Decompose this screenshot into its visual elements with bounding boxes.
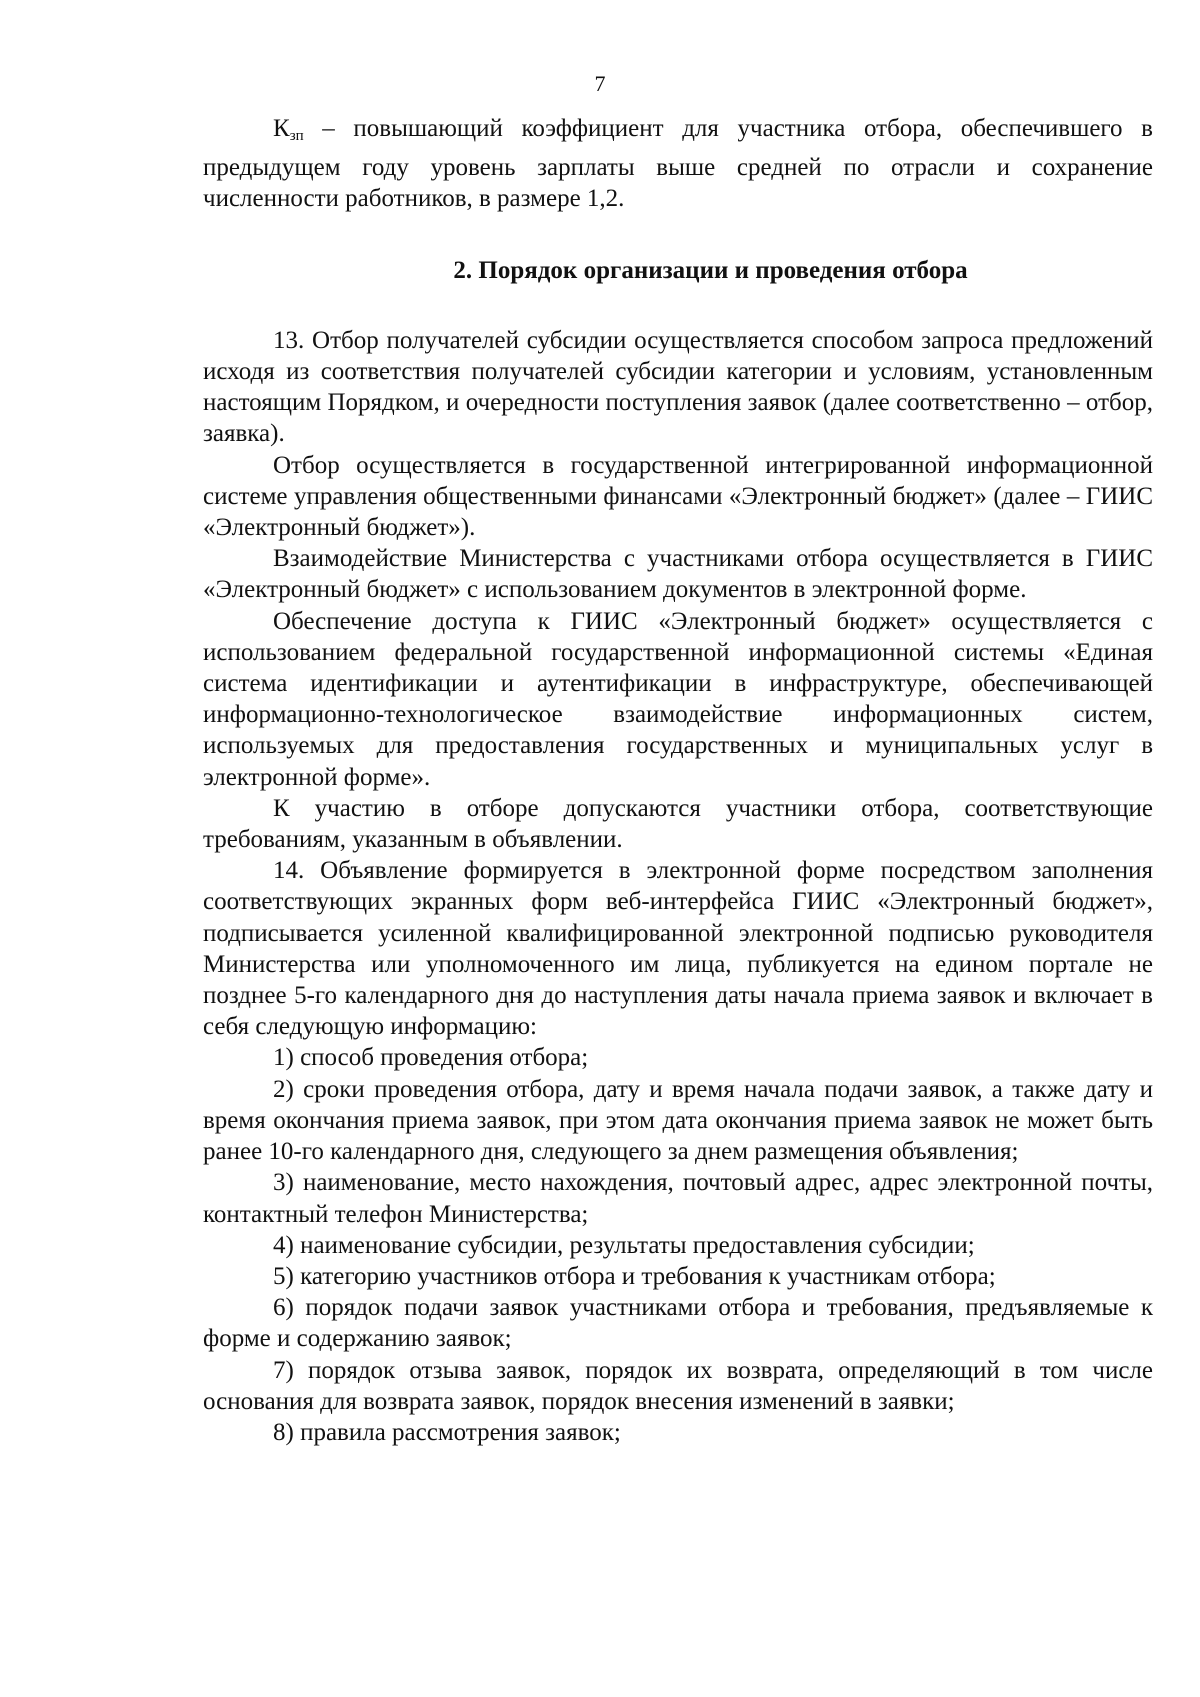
paragraph-13: 13. Отбор получателей субсидии осуществляется способом запроса предложений исходя из соответствия получателей субсидии категории и условиям, установленным настоящим Порядком, и очередности поступления заявок (далее соответственно – отбор, заявка).	[203, 326, 1153, 448]
list-item-4: 4) наименование субсидии, результаты предоставления субсидии;	[273, 1231, 975, 1259]
coefficient-definition: – повышающий коэффициент для участника отбора, обеспечившего в предыдущем году уровень зарплаты выше средней по отрасли и сохранение численности работников, в размере 1,2.	[203, 115, 1153, 213]
paragraph-interaction: Взаимодействие Министерства с участниками отбора осуществляется в ГИИС «Электронный бюджет» с использованием документов в электронной форме.	[203, 545, 1153, 604]
list-item-8: 8) правила рассмотрения заявок;	[273, 1418, 621, 1446]
list-item-5: 5) категорию участников отбора и требования к участникам отбора;	[273, 1262, 996, 1290]
page-number: 7	[594, 71, 606, 96]
paragraph-access: Обеспечение доступа к ГИИС «Электронный бюджет» осуществляется с использованием федеральной государственной информационной системы «Единая система идентификации и аутентификации в инфраструктуре, обеспечивающей информационно-технологическое взаимодействие информационных систем, используемых для предоставления государственных и муниципальных услуг в электронной форме».	[203, 607, 1153, 791]
document-body	[203, 113, 1153, 1448]
paragraph-selection-system: Отбор осуществляется в государственной интегрированной информационной системе управления общественными финансами «Электронный бюджет» (далее – ГИИС «Электронный бюджет»).	[203, 451, 1153, 542]
coefficient-symbol: К	[273, 115, 290, 142]
list-item-3: 3) наименование, место нахождения, почтовый адрес, адрес электронной почты, контактный телефон Министерства;	[203, 1169, 1153, 1228]
paragraph-admission: К участию в отборе допускаются участники отбора, соответствующие требованиям, указанным в объявлении.	[203, 794, 1153, 854]
list-item-6: 6) порядок подачи заявок участниками отбора и требования, предъявляемые к форме и содержанию заявок;	[203, 1294, 1153, 1353]
section-heading: 2. Порядок организации и проведения отбора	[453, 256, 968, 284]
coefficient-paragraph	[203, 113, 1153, 215]
list-item-1: 1) способ проведения отбора;	[273, 1044, 589, 1072]
paragraph-14: 14. Объявление формируется в электронной форме посредством заполнения соответствующих экранных форм веб-интерфейса ГИИС «Электронный бюджет», подписывается усиленной квалифицированной электронной подписью руководителя Министерства или уполномоченного им лица, публикуется на едином портале не позднее 5-го календарного дня до наступления даты начала приема заявок и включает в себя следующую информацию:	[203, 857, 1153, 1041]
list-item-2: 2) сроки проведения отбора, дату и время начала подачи заявок, а также дату и время окончания приема заявок, при этом дата окончания приема заявок не может быть ранее 10-го календарного дня, следующего за днем размещения объявления;	[203, 1075, 1153, 1166]
list-item-7: 7) порядок отзыва заявок, порядок их возврата, определяющий в том числе основания для возврата заявок, порядок внесения изменений в заявки;	[203, 1356, 1153, 1415]
coefficient-subscript: зп	[289, 128, 304, 144]
